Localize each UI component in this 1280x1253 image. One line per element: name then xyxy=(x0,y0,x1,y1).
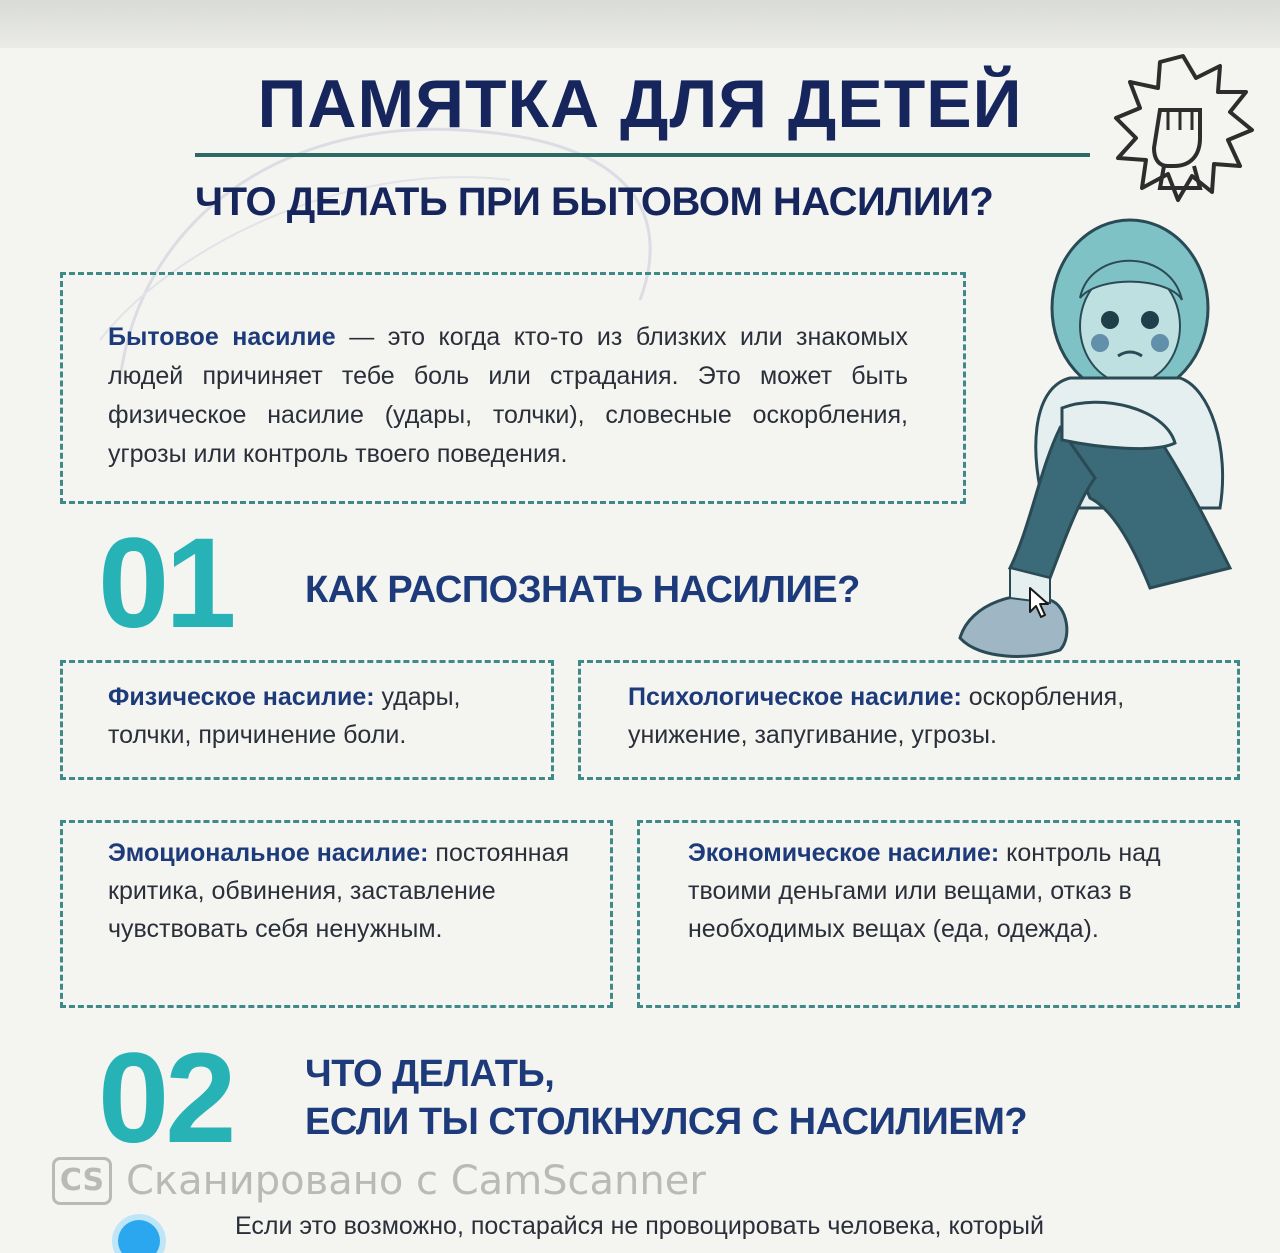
section-title-line2: ЕСЛИ ТЫ СТОЛКНУЛСЯ С НАСИЛИЕМ? xyxy=(305,1101,1028,1143)
section-number-01: 01 xyxy=(98,512,233,655)
card-term: Психологическое насилие: xyxy=(628,683,962,711)
section-title-recognize: КАК РАСПОЗНАТЬ НАСИЛИЕ? xyxy=(305,569,860,611)
card-physical-text xyxy=(108,678,528,754)
intro-term: Бытовое насилие xyxy=(108,323,336,351)
advice-item-text: Если это возможно, постарайся не провоцировать человека, который xyxy=(235,1212,1044,1240)
intro-body: — это когда кто-то из близких или знакомых людей причиняет тебе боль или страдания. Это может быть физическое насилие (удары, толчки), словесные оскорбления, угрозы или контроль твоего поведения. xyxy=(108,323,909,468)
card-term: Эмоциональное насилие: xyxy=(108,839,429,867)
card-body: контроль над твоими деньгами или вещами, отказ в необходимых вещах (еда, одежда). xyxy=(688,839,1161,943)
camscanner-logo: CS xyxy=(52,1157,112,1205)
card-body: постоянная критика, обвинения, заставление чувствовать себя ненужным. xyxy=(108,839,570,943)
camscanner-watermark xyxy=(52,1155,706,1207)
card-economic-text xyxy=(688,834,1208,948)
section-number-02: 02 xyxy=(98,1027,233,1170)
card-psychological-text xyxy=(628,678,1188,754)
section-title-what-to-do xyxy=(305,1050,1027,1146)
page-title: ПАМЯТКА ДЛЯ ДЕТЕЙ xyxy=(257,66,1023,142)
section-title-line1: ЧТО ДЕЛАТЬ, xyxy=(305,1053,555,1095)
sad-girl-illustration xyxy=(950,208,1250,668)
card-term: Физическое насилие: xyxy=(108,683,375,711)
page-subtitle: ЧТО ДЕЛАТЬ ПРИ БЫТОВОМ НАСИЛИИ? xyxy=(195,180,994,224)
card-term: Экономическое насилие: xyxy=(688,839,1000,867)
card-body: удары, толчки, причинение боли. xyxy=(108,683,461,749)
title-underline xyxy=(195,153,1090,157)
mouse-cursor-icon xyxy=(1028,586,1052,620)
camscanner-text: Сканировано с CamScanner xyxy=(126,1158,706,1204)
fist-burst-icon xyxy=(1108,48,1258,208)
intro-definition xyxy=(108,318,908,474)
card-body: оскорбления, унижение, запугивание, угрозы. xyxy=(628,683,1125,749)
card-emotional-text xyxy=(108,834,588,948)
